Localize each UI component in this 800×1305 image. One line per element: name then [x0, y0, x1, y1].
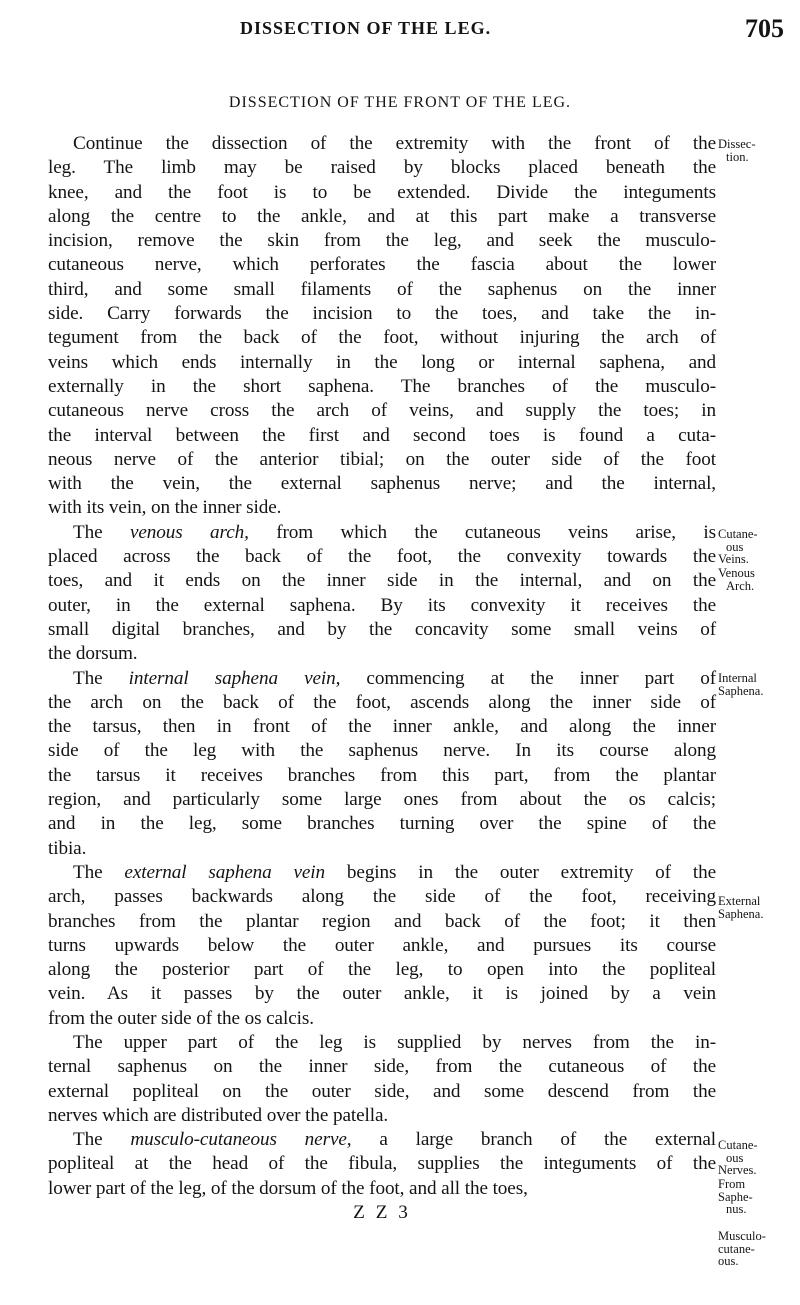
text-line: the dorsum.	[48, 643, 138, 665]
text-span: The	[73, 1129, 131, 1151]
text-line: with its vein, on the inner side.	[48, 497, 282, 519]
text-line: knee, and the foot is to be extended. Divide the integuments	[48, 181, 716, 203]
margin-note-line: Musculo-	[718, 1229, 766, 1243]
text-line	[48, 521, 716, 545]
text-line: the interval between the first and second toes is found a cuta-	[48, 424, 716, 446]
text-line: popliteal at the head of the fibula, supplies the integuments of the	[48, 1153, 716, 1175]
text-line: nerves which are distributed over the patella.	[48, 1104, 389, 1126]
margin-note-line: Arch.	[726, 578, 755, 593]
text-line: tegument from the back of the foot, without injuring the arch of	[48, 327, 716, 349]
margin-note-line: tion.	[726, 149, 749, 164]
text-line: and in the leg, some branches turning over the spine of the	[48, 813, 716, 835]
margin-note-line: Internal	[718, 671, 757, 685]
term-musculo-cutaneous-nerve: musculo-cutaneous nerve,	[130, 1129, 352, 1151]
text-line: small digital branches, and by the concavity some small veins of	[48, 618, 716, 640]
text-line: the tarsus, then in front of the inner ankle, and along the inner	[48, 716, 716, 738]
margin-note-line: Cutane-	[718, 1138, 758, 1152]
margin-note-line: Nerves.	[718, 1163, 757, 1177]
margin-note-venous-arch	[718, 567, 798, 592]
term-external-saphena: external saphena vein	[124, 861, 326, 883]
text-line: neous nerve of the anterior tibial; on the outer side of the foot	[48, 448, 716, 470]
text-line: veins which ends internally in the long or internal saphena, and	[48, 351, 716, 373]
margin-note-cutaneous-veins	[718, 528, 798, 566]
text-line: from the outer side of the os calcis.	[48, 1007, 314, 1029]
margin-note-line: ous.	[718, 1254, 739, 1268]
text-line: tibia.	[48, 837, 87, 859]
body-text	[48, 132, 716, 1225]
text-line: outer, in the external saphena. By its convexity it receives the	[48, 594, 716, 616]
text-line: placed across the back of the foot, the convexity towards the	[48, 546, 716, 568]
margin-note-cutaneous-nerves	[718, 1139, 798, 1177]
text-line: lower part of the leg, of the dorsum of the foot, and all the toes,	[48, 1177, 528, 1199]
text-line: cutaneous nerve cross the arch of veins, and supply the toes; in	[48, 400, 716, 422]
signature-mark: Z Z 3	[353, 1202, 411, 1224]
text-line: ternal saphenus on the inner side, from the cutaneous of the	[48, 1056, 716, 1078]
text-span: commencing at the inner part of	[340, 667, 716, 689]
text-line: Continue the dissection of the extremity with the front of the	[73, 133, 716, 154]
margin-note-line: External	[718, 894, 761, 908]
text-line: side. Carry forwards the incision to the toes, and take the in-	[48, 303, 716, 325]
margin-note-from-saphenus	[718, 1178, 798, 1216]
text-line: turns upwards below the outer ankle, and pursues its course	[48, 934, 716, 956]
margin-note-line: nus.	[726, 1202, 747, 1216]
margin-note-musculo-cutaneous	[718, 1230, 798, 1268]
text-line: along the posterior part of the leg, to open into the popliteal	[48, 959, 716, 981]
text-line: incision, remove the skin from the leg, and seek the musculo-	[48, 230, 716, 252]
text-line	[48, 1128, 716, 1152]
text-line	[48, 667, 716, 691]
text-line: third, and some small filaments of the saphenus on the inner	[48, 278, 716, 300]
margin-note-line: Venous	[718, 566, 755, 580]
margin-note-external-saphena	[718, 895, 798, 920]
text-span: The	[73, 521, 130, 543]
text-line: region, and particularly some large ones from about the os calcis;	[48, 789, 716, 811]
running-title: DISSECTION OF THE LEG.	[240, 18, 492, 38]
text-span: The	[73, 861, 125, 883]
text-line: side of the leg with the saphenus nerve. In its course along	[48, 740, 716, 762]
margin-note-line: ous	[726, 539, 744, 554]
margin-note-line: Saphe-	[718, 1189, 753, 1204]
text-line: arch, passes backwards along the side of the foot, receiving	[48, 886, 716, 908]
running-head	[0, 14, 800, 46]
text-line: vein. As it passes by the outer ankle, it is joined by a vein	[48, 983, 716, 1005]
section-title: DISSECTION OF THE FRONT OF THE LEG.	[228, 94, 572, 111]
text-line	[48, 861, 716, 885]
margin-note-line: cutane-	[718, 1241, 755, 1256]
text-line: the arch on the back of the foot, ascends along the inner side of	[48, 691, 716, 713]
text-line: externally in the short saphena. The branches of the musculo-	[48, 375, 716, 397]
text-line: the tarsus it receives branches from this part, from the plantar	[48, 764, 716, 786]
text-span: begins in the outer extremity of the	[325, 861, 716, 883]
term-venous-arch: venous arch,	[129, 521, 249, 543]
text-line: The upper part of the leg is supplied by nerves from the in-	[73, 1031, 716, 1053]
term-internal-saphena: internal saphena vein,	[128, 667, 341, 689]
margin-note-line: Dissec-	[718, 137, 756, 151]
text-span: a large branch of the external	[351, 1129, 716, 1151]
text-span: The	[73, 667, 129, 689]
text-line: external popliteal on the outer side, and some descend from the	[48, 1080, 716, 1102]
text-line: leg. The limb may be raised by blocks placed beneath the	[48, 157, 716, 179]
margin-note-line: From	[718, 1177, 746, 1191]
text-line: along the centre to the ankle, and at this part make a transverse	[48, 205, 716, 227]
margin-note-line: Saphena.	[718, 906, 764, 921]
page-number: 705	[745, 14, 784, 43]
margin-note-internal-saphena	[718, 672, 798, 697]
text-line: cutaneous nerve, which perforates the fascia about the lower	[48, 254, 716, 276]
margin-note-line: ous	[726, 1150, 744, 1165]
margin-note-line: Veins.	[718, 552, 749, 566]
text-line: with the vein, the external saphenus nerve; and the internal,	[48, 473, 716, 495]
text-span: from which the cutaneous veins arise, is	[248, 521, 716, 543]
margin-note-line: Saphena.	[718, 683, 764, 698]
margin-note-line: Cutane-	[718, 527, 758, 541]
text-line: toes, and it ends on the inner side in the internal, and on the	[48, 570, 716, 592]
margin-note-dissection	[718, 138, 798, 163]
text-line: branches from the plantar region and back of the foot; it then	[48, 910, 716, 932]
